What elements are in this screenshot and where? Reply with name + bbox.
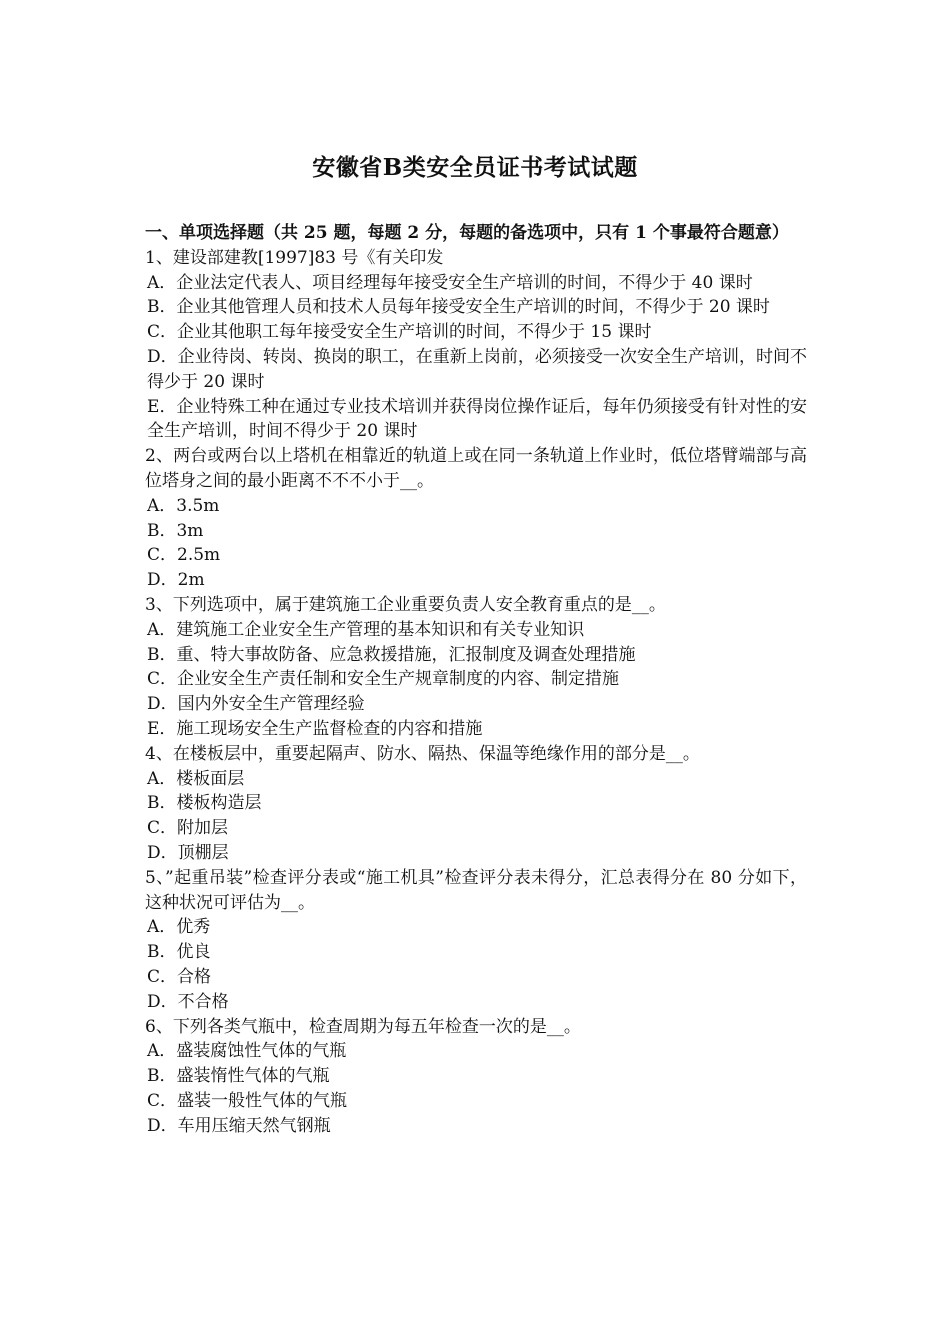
option-e: E．施工现场安全生产监督检查的内容和措施 <box>147 718 483 739</box>
option-d: D．车用压缩天然气钢瓶 <box>147 1115 331 1136</box>
option-a: A．优秀 <box>147 917 211 938</box>
question-1 <box>145 246 807 444</box>
option-b: B．盛装惰性气体的气瓶 <box>147 1066 330 1087</box>
option-a: A．建筑施工企业安全生产管理的基本知识和有关专业知识 <box>147 619 585 640</box>
question-stem: 3、下列选项中，属于建筑施工企业重要负责人安全教育重点的是__。 <box>145 594 666 615</box>
option-a: A．楼板面层 <box>147 768 245 789</box>
section-heading: 一、单项选择题（共 25 题，每题 2 分，每题的备选项中，只有 1 个事最符合题意） <box>145 223 789 243</box>
option-c: C．企业安全生产责任制和安全生产规章制度的内容、制定措施 <box>147 669 620 690</box>
option-a: A．盛装腐蚀性气体的气瓶 <box>147 1041 347 1062</box>
option-c: C．2.5m <box>147 545 221 566</box>
question-3 <box>145 593 807 742</box>
document-body <box>145 221 807 1138</box>
option-a: A．3.5m <box>147 495 220 516</box>
question-stem: 2、两台或两台以上塔机在相靠近的轨道上或在同一条轨道上作业时，低位塔臂端部与高位塔身之间的最小距离不不不小于__。 <box>145 446 807 491</box>
option-c: C．附加层 <box>147 818 229 839</box>
question-4 <box>145 742 807 866</box>
question-5 <box>145 866 807 1015</box>
question-stem: 4、在楼板层中，重要起隔声、防水、隔热、保温等绝缘作用的部分是__。 <box>145 743 700 764</box>
option-c: C．盛装一般性气体的气瓶 <box>147 1090 348 1111</box>
question-stem: 6、下列各类气瓶中，检查周期为每五年检查一次的是__。 <box>145 1016 581 1037</box>
option-b: B．楼板构造层 <box>147 793 262 814</box>
question-2 <box>145 444 807 593</box>
option-c: C．合格 <box>147 966 212 987</box>
option-d: D．企业待岗、转岗、换岗的职工，在重新上岗前，必须接受一次安全生产培训，时间不得少于 20 课时 <box>147 346 807 392</box>
option-d: D．不合格 <box>147 991 229 1012</box>
option-b: B．企业其他管理人员和技术人员每年接受安全生产培训的时间，不得少于 20 课时 <box>147 297 770 318</box>
question-stem: 1、建设部建教[1997]83 号《有关印发 <box>145 247 444 268</box>
option-b: B．优良 <box>147 942 211 963</box>
option-a: A．企业法定代表人、项目经理每年接受安全生产培训的时间，不得少于 40 课时 <box>147 272 753 293</box>
option-c: C．企业其他职工每年接受安全生产培训的时间，不得少于 15 课时 <box>147 322 652 343</box>
question-stem: 5、”起重吊装”检查评分表或“施工机具”检查评分表未得分，汇总表得分在 80 分如下，这种状况可评估为__。 <box>145 867 807 913</box>
option-b: B．3m <box>147 520 204 541</box>
option-d: D．顶棚层 <box>147 842 229 863</box>
option-d: D．2m <box>147 570 205 591</box>
option-d: D．国内外安全生产管理经验 <box>147 694 365 715</box>
option-b: B．重、特大事故防备、应急救援措施，汇报制度及调查处理措施 <box>147 644 636 665</box>
option-e: E．企业特殊工种在通过专业技术培训并获得岗位操作证后，每年仍须接受有针对性的安全生产培训，时间不得少于 20 课时 <box>147 396 807 442</box>
question-6 <box>145 1015 807 1139</box>
document-title: 安徽省B类安全员证书考试试题 <box>312 154 638 181</box>
